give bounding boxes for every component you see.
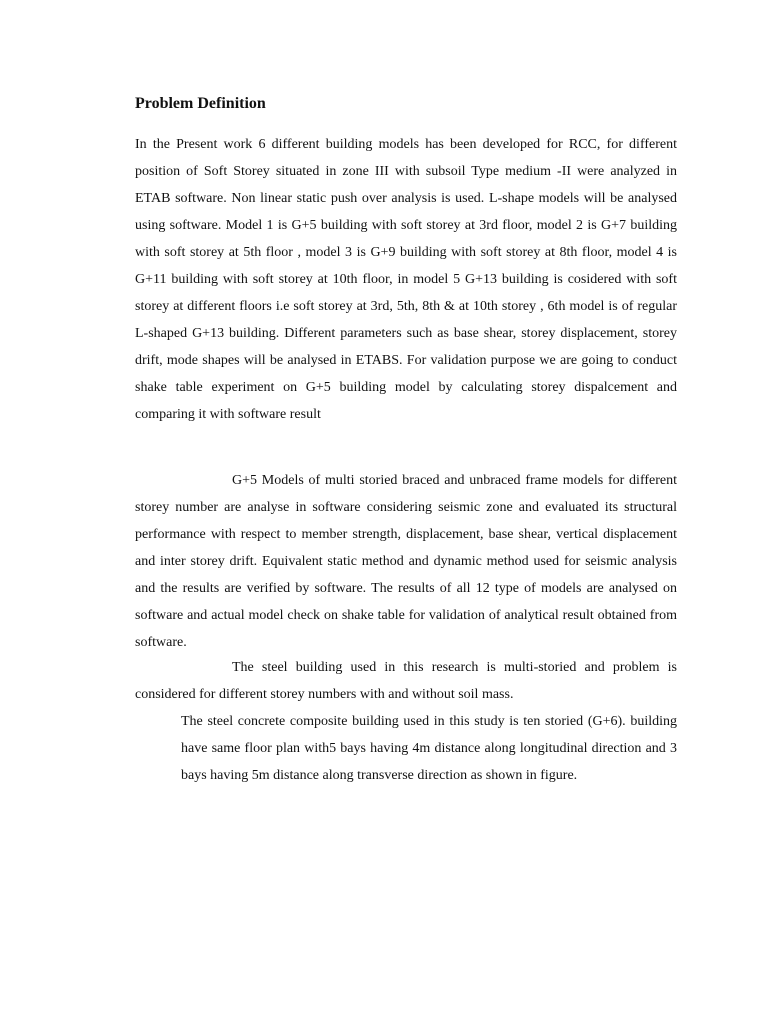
page-title: Problem Definition <box>135 95 266 112</box>
paragraph-models: G+5 Models of multi storied braced and unbraced frame models for different storey number are analyse in software considering seismic zone and evaluated its structural performance with respect to member strength, displacement, base shear, vertical displacement and inter storey drift. Equivalent static method and dynamic method used for seismic analysis and the results are verified by software. The results of all 12 type of models are analysed on software and actual model check on shake table for validation of analytical result obtained from software. <box>135 473 677 650</box>
paragraph-intro: In the Present work 6 different building models has been developed for RCC, for different position of Soft Storey situated in zone III with subsoil Type medium -II were analyzed in ETAB software. Non linear static push over analysis is used. L-shape models will be analysed using software. Model 1 is G+5 building with soft storey at 3rd floor, model 2 is G+7 building with soft storey at 5th floor , model 3 is G+9 building with soft storey at 8th floor, model 4 is G+11 building with soft storey at 10th floor, in model 5 G+13 building is cosidered with soft storey at different floors i.e soft storey at 3rd, 5th, 8th & at 10th storey , 6th model is of regular L-shaped G+13 building. Different parameters such as base shear, storey displacement, storey drift, mode shapes will be analysed in ETABS. For validation purpose we are going to conduct shake table experiment on G+5 building model by calculating storey dispalcement and comparing it with software result <box>135 137 677 422</box>
paragraph-composite-building: The steel concrete composite building used in this study is ten storied (G+6). building have same floor plan with5 bays having 4m distance along longitudinal direction and 3 bays having 5m distance along transverse direction as shown in figure. <box>181 714 677 783</box>
paragraph-steel-building: The steel building used in this research is multi-storied and problem is considered for different storey numbers with and without soil mass. <box>135 660 677 702</box>
